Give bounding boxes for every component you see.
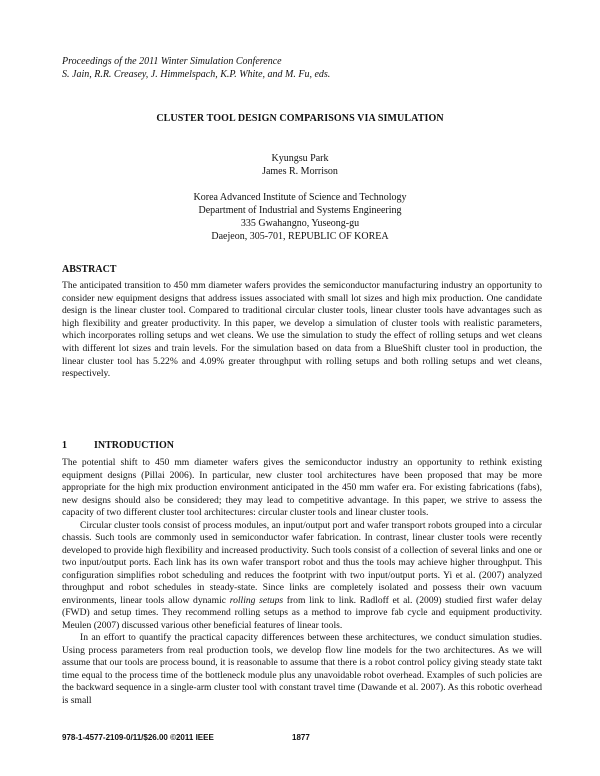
paragraph: In an effort to quantify the practical capacity differences between these architectures, we conduct simulation studies. Using process parameters from real production tools, we develop flow line models for the two architectures. As we will assume that our tools are process bound, it is reasonable to assume that there is a robot control policy giving steady state takt time equal to the process time of the bottleneck module plus any unavoidable robot overhead. Examples of such policies are the backward sequence in a single-arm cluster tool with constant travel time (Dawande et al. 2007). As this robotic overhead is small	[62, 632, 542, 706]
affiliation-line: Korea Advanced Institute of Science and Technology	[193, 192, 407, 203]
paragraph-text: Circular cluster tools consist of process modules, an input/output port and wafer transport robots grouped into a circular chassis. Such tools are commonly used in semiconductor wafer fabrication. In contrast, linear cluster tools were recently developed to provide high flexibility and increased productivity. Such tools consist of a collection of several links and one or two input/output ports. Each link has its own wafer transport robot and thus the tools may achieve higher throughput. This configuration simplifies robot scheduling and reduces the footprint with two input/output ports. Yi et al. (2007) analyzed throughput and robot schedules in steady-state. Since links are completely isolated and possess their own vacuum environments, linear tools allow dynamic	[62, 519, 542, 606]
affiliation-line: 335 Gwahangno, Yuseong-gu	[240, 218, 360, 229]
paper-title: CLUSTER TOOL DESIGN COMPARISONS VIA SIMULATION	[156, 113, 444, 124]
proceedings-editors: S. Jain, R.R. Creasey, J. Himmelspach, K.P. White, and M. Fu, eds.	[62, 69, 331, 80]
italic-term: rolling setups	[229, 594, 284, 606]
page-number: 1877	[292, 733, 310, 742]
section-title: INTRODUCTION	[94, 440, 175, 451]
proceedings-header	[62, 55, 542, 81]
abstract-heading: ABSTRACT	[62, 264, 117, 275]
affiliation-line: Daejeon, 305-701, REPUBLIC OF KOREA	[211, 231, 389, 242]
affiliation-line: Department of Industrial and Systems Engineering	[198, 205, 402, 216]
paragraph	[62, 520, 542, 633]
section-number: 1	[62, 440, 67, 451]
proceedings-title: Proceedings of the 2011 Winter Simulation Conference	[62, 56, 282, 67]
isbn-copyright: 978-1-4577-2109-0/11/$26.00 ©2011 IEEE	[62, 733, 214, 742]
author-list	[0, 152, 600, 178]
author-name: Kyungsu Park	[271, 153, 329, 164]
author-name: James R. Morrison	[262, 166, 338, 177]
affiliation	[0, 191, 600, 243]
paragraph: The potential shift to 450 mm diameter wafers gives the semiconductor industry an opportunity to rethink existing equipment designs (Pillai 2006). In particular, new cluster tool architectures have been proposed that may be more appropriate for the high mix production environment anticipated in the 450 mm wafer era. For existing fabrications (fabs), new designs should also be considered; they may lead to competitive advantage. In this paper, we strive to assess the capacity of two different cluster tool architectures: circular cluster tools and linear cluster tools.	[62, 457, 542, 518]
introduction-body	[62, 457, 542, 707]
abstract-text: The anticipated transition to 450 mm diameter wafers provides the semiconductor manufacturing industry an opportunity to consider new equipment designs that address issues associated with small lot sizes and high mix production. One candidate design is the linear cluster tool. Compared to traditional circular cluster tools, linear cluster tools have advantages such as high flexibility and greater productivity. In this paper, we develop a simulation of cluster tools with realistic parameters, which incorporates rolling setups and wet cleans. We use the simulation to study the effect of rolling setups and wet cleans with different lot sizes and train levels. For the simulation based on data from a BlueShift cluster tool in production, the linear cluster tool has 5.22% and 4.09% greater throughput with rolling setups and both rolling setups and wet cleans, respectively.	[62, 280, 542, 380]
section-heading-introduction	[62, 440, 174, 451]
paragraph-text: from link to link. Radloff et al. (2009) studied first wafer delay (FWD) and setup times. They recommend rolling setups as a method to improve fab cycle and equipment productivity. Meulen (2007) discussed various other beneficial features of linear tools.	[62, 594, 542, 631]
